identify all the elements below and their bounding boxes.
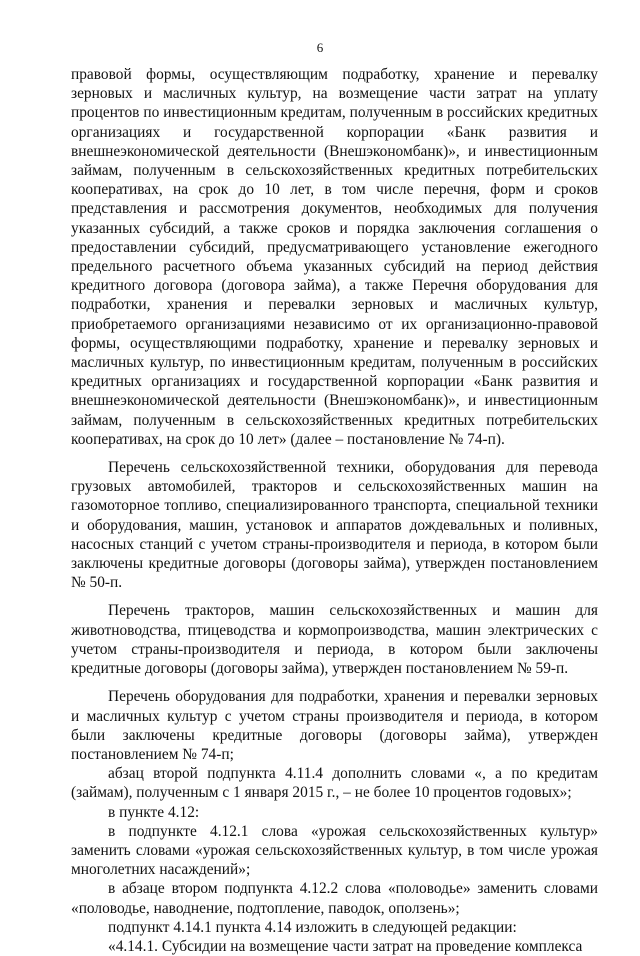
page-number: 6 [316,40,324,55]
paragraph-continuation: правовой формы, осуществляющим подработку, хранение и перевалку зерновых и масличных культур, на возмещение части затрат на уплату процентов по инвестиционным кредитам, полученным в российских кредитных организациях и государственной корпорации «Банк развития и внешнеэкономической деятельности (Внешэкономбанк)», и инвестиционным займам, полученным в сельскохозяйственных кредитных потребительских кооперативах, на срок до 10 лет, в том числе перечня, форм и сроков представления и рассмотрения документов, необходимых для получения указанных субсидий, а также сроков и порядка заключения соглашения о предоставлении субсидий, предусматривающего установление ежегодного предельного расчетного объема указанных субсидий на период действия кредитного договора (договора займа), а также Перечня оборудования для подработки, хранения и перевалки зерновых и масличных культур, приобретаемого организациями независимо от их организационно-правовой формы, осуществляющими подработку, хранение и перевалку зерновых и масличных культур, по инвестиционным кредитам, полученным в российских кредитных организациях и государственной корпорации «Банк развития и внешнеэкономической деятельности (Внешэкономбанк)», и инвестиционным займам, полученным в сельскохозяйственных кредитных потребительских кооперативах, на срок до 10 лет» (далее – постановление № 74-п). [71,66,598,448]
paragraph-new-text-4-14-1: «4.14.1. Субсидии на возмещение части затрат на проведение комплекса [108,937,583,955]
paragraph-amendment-4-12-2: в абзаце втором подпункта 4.12.2 слова «половодье» заменить словами «половодье, наводнение, подтопление, паводок, оползень»; [71,880,598,917]
paragraph-amendment-4-12-1: в подпункте 4.12.1 слова «урожая сельскохозяйственных культур» заменить словами «урожая сельскохозяйственных культур, в том числе урожая многолетних насаждений»; [71,822,598,879]
paragraph-grain-equipment-74p: Перечень оборудования для подработки, хранения и перевалки зерновых и масличных культур с учетом страны производителя и периода, в котором были заключены кредитные договоры (договоры займа), утвержден постановлением № 74-п; [71,688,598,763]
paragraph-point-4-12: в пункте 4.12: [108,803,200,821]
paragraph-equipment-list-50p: Перечень сельскохозяйственной техники, оборудования для перевода грузовых автомобилей, тракторов и сельскохозяйственных машин на газомоторное топливо, специализированного транспорта, специальной техники и оборудования, машин, установок и аппаратов дождевальных и поливных, насосных станций с учетом страны-производителя и периода, в котором были заключены кредитные договоры (договоры займа), утвержден постановлением № 50-п. [71,459,598,592]
paragraph-amendment-4-14-1: подпункт 4.14.1 пункта 4.14 изложить в следующей редакции: [108,918,517,936]
paragraph-tractors-list-59p: Перечень тракторов, машин сельскохозяйственных и машин для животноводства, птицеводства и кормопроизводства, машин электрических с учетом страны-производителя и периода, в котором были заключены кредитные договоры (договоры займа), утвержден постановлением № 59-п. [71,602,598,678]
paragraph-amendment-4-11-4: абзац второй подпункта 4.11.4 дополнить словами «, а по кредитам (займам), полученным с 1 января 2015 г., – не более 10 процентов годовых»; [71,765,598,802]
document-body [71,65,598,956]
